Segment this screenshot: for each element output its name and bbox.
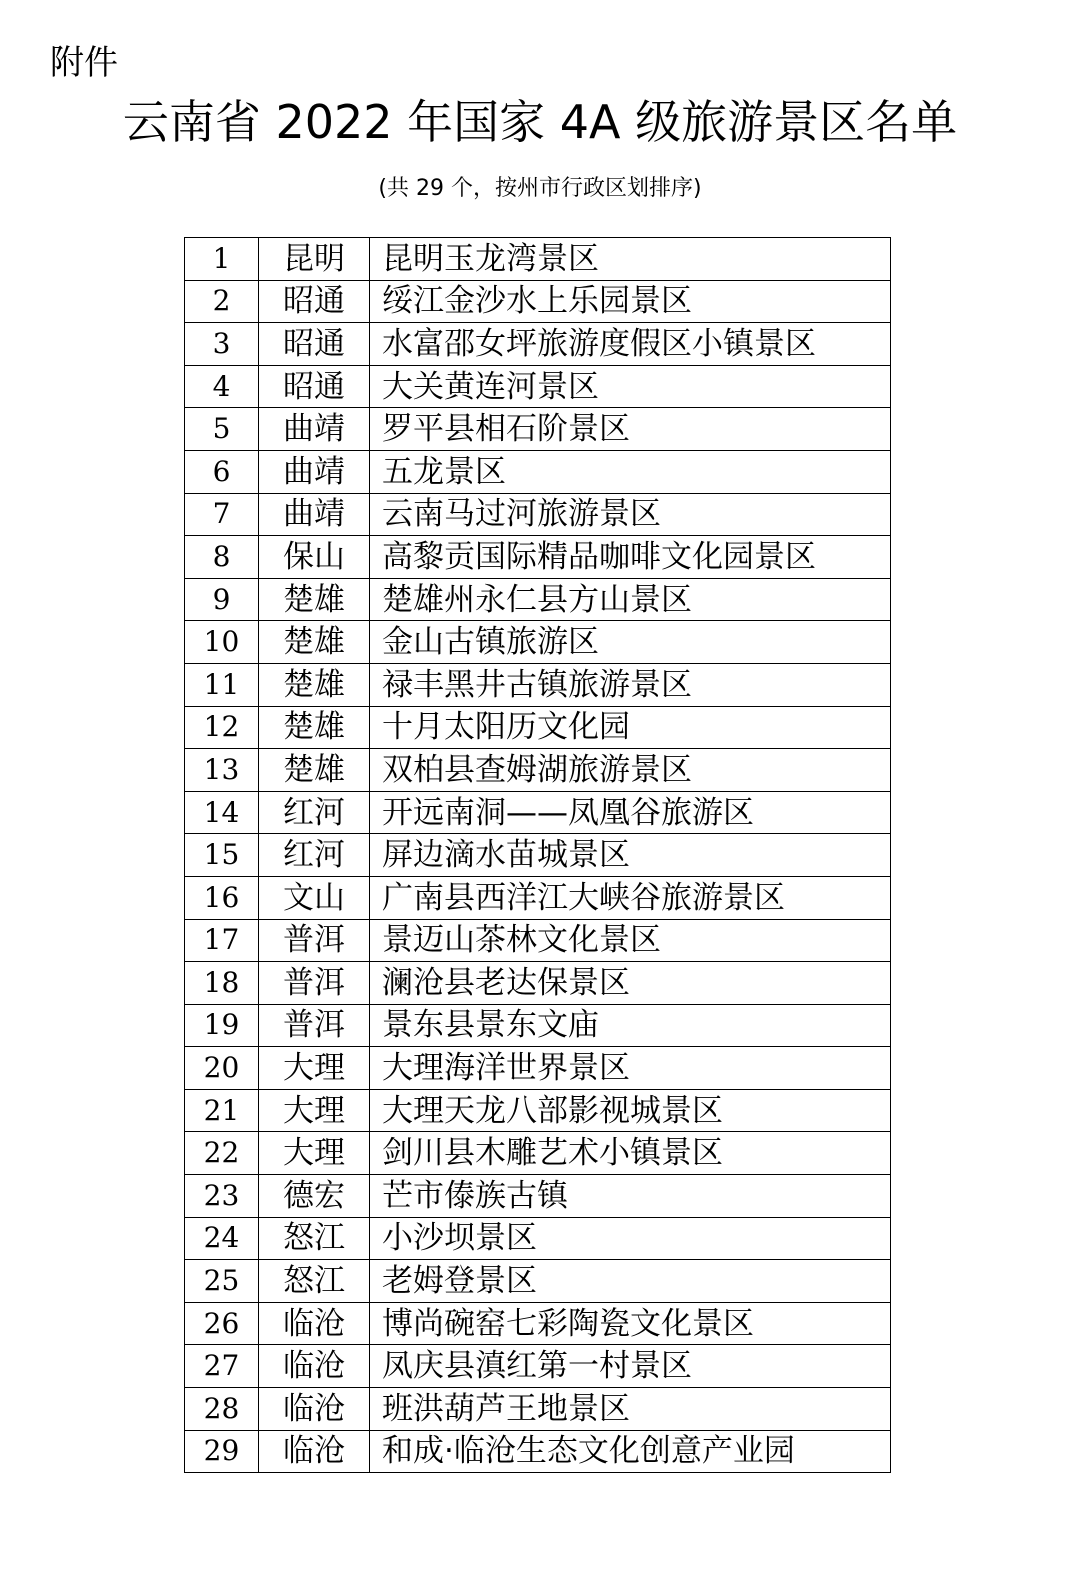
- row-city: 大理: [259, 1132, 370, 1175]
- row-number: 15: [185, 834, 259, 877]
- table-row: [185, 1345, 891, 1388]
- row-city: 楚雄: [259, 663, 370, 706]
- row-scenic-name: 高黎贡国际精品咖啡文化园景区: [370, 536, 891, 579]
- table-row: [185, 1089, 891, 1132]
- row-number: 11: [185, 663, 259, 706]
- table-row: [185, 238, 891, 281]
- row-scenic-name: 屏边滴水苗城景区: [370, 834, 891, 877]
- row-number: 6: [185, 450, 259, 493]
- table-row: [185, 1302, 891, 1345]
- table-row: [185, 1004, 891, 1047]
- table-row: [185, 408, 891, 451]
- row-number: 5: [185, 408, 259, 451]
- row-city: 怒江: [259, 1260, 370, 1303]
- table-row: [185, 962, 891, 1005]
- row-number: 23: [185, 1175, 259, 1218]
- row-scenic-name: 博尚碗窑七彩陶瓷文化景区: [370, 1302, 891, 1345]
- row-number: 26: [185, 1302, 259, 1345]
- row-city: 楚雄: [259, 706, 370, 749]
- row-number: 14: [185, 791, 259, 834]
- table-row: [185, 749, 891, 792]
- table-row: [185, 536, 891, 579]
- row-city: 曲靖: [259, 408, 370, 451]
- table-row: [185, 1175, 891, 1218]
- row-number: 12: [185, 706, 259, 749]
- table-row: [185, 621, 891, 664]
- row-number: 19: [185, 1004, 259, 1047]
- table-row: [185, 791, 891, 834]
- row-number: 21: [185, 1089, 259, 1132]
- table-row: [185, 365, 891, 408]
- scenic-area-table: [184, 237, 891, 1473]
- row-scenic-name: 绥江金沙水上乐园景区: [370, 280, 891, 323]
- row-scenic-name: 楚雄州永仁县方山景区: [370, 578, 891, 621]
- row-scenic-name: 大理海洋世界景区: [370, 1047, 891, 1090]
- row-scenic-name: 大关黄连河景区: [370, 365, 891, 408]
- row-scenic-name: 十月太阳历文化园: [370, 706, 891, 749]
- table-row: [185, 706, 891, 749]
- row-number: 17: [185, 919, 259, 962]
- row-city: 昭通: [259, 365, 370, 408]
- page-subtitle: (共 29 个，按州市行政区划排序): [378, 176, 702, 201]
- row-scenic-name: 水富邵女坪旅游度假区小镇景区: [370, 323, 891, 366]
- row-scenic-name: 景东县景东文庙: [370, 1004, 891, 1047]
- row-number: 20: [185, 1047, 259, 1090]
- row-scenic-name: 小沙坝景区: [370, 1217, 891, 1260]
- row-city: 昆明: [259, 238, 370, 281]
- row-scenic-name: 景迈山茶林文化景区: [370, 919, 891, 962]
- row-city: 临沧: [259, 1302, 370, 1345]
- table-row: [185, 493, 891, 536]
- table-row: [185, 876, 891, 919]
- row-city: 普洱: [259, 962, 370, 1005]
- row-number: 3: [185, 323, 259, 366]
- row-city: 德宏: [259, 1175, 370, 1218]
- row-city: 楚雄: [259, 621, 370, 664]
- table-row: [185, 834, 891, 877]
- row-city: 保山: [259, 536, 370, 579]
- row-number: 13: [185, 749, 259, 792]
- row-scenic-name: 开远南洞——凤凰谷旅游区: [370, 791, 891, 834]
- row-city: 临沧: [259, 1345, 370, 1388]
- row-number: 22: [185, 1132, 259, 1175]
- row-scenic-name: 芒市傣族古镇: [370, 1175, 891, 1218]
- row-city: 红河: [259, 834, 370, 877]
- row-number: 25: [185, 1260, 259, 1303]
- row-scenic-name: 和成·临沧生态文化创意产业园: [370, 1430, 891, 1473]
- table-row: [185, 663, 891, 706]
- table-row: [185, 280, 891, 323]
- table-row: [185, 1217, 891, 1260]
- row-number: 8: [185, 536, 259, 579]
- row-number: 28: [185, 1388, 259, 1431]
- row-scenic-name: 班洪葫芦王地景区: [370, 1388, 891, 1431]
- row-scenic-name: 禄丰黑井古镇旅游景区: [370, 663, 891, 706]
- row-number: 16: [185, 876, 259, 919]
- table-row: [185, 919, 891, 962]
- row-city: 大理: [259, 1047, 370, 1090]
- row-city: 昭通: [259, 280, 370, 323]
- row-number: 10: [185, 621, 259, 664]
- row-city: 普洱: [259, 1004, 370, 1047]
- row-scenic-name: 剑川县木雕艺术小镇景区: [370, 1132, 891, 1175]
- page-title: 云南省 2022 年国家 4A 级旅游景区名单: [122, 95, 958, 149]
- row-number: 18: [185, 962, 259, 1005]
- row-scenic-name: 罗平县相石阶景区: [370, 408, 891, 451]
- row-scenic-name: 金山古镇旅游区: [370, 621, 891, 664]
- table-row: [185, 1388, 891, 1431]
- row-number: 1: [185, 238, 259, 281]
- table-row: [185, 1260, 891, 1303]
- table-row: [185, 1430, 891, 1473]
- table-row: [185, 450, 891, 493]
- row-city: 曲靖: [259, 493, 370, 536]
- row-scenic-name: 澜沧县老达保景区: [370, 962, 891, 1005]
- row-city: 临沧: [259, 1388, 370, 1431]
- row-city: 昭通: [259, 323, 370, 366]
- table-body: [185, 238, 891, 1473]
- row-number: 9: [185, 578, 259, 621]
- row-city: 临沧: [259, 1430, 370, 1473]
- row-city: 怒江: [259, 1217, 370, 1260]
- table-row: [185, 1132, 891, 1175]
- attachment-label: 附件: [50, 43, 118, 83]
- row-number: 24: [185, 1217, 259, 1260]
- row-number: 29: [185, 1430, 259, 1473]
- row-city: 大理: [259, 1089, 370, 1132]
- table-row: [185, 323, 891, 366]
- row-city: 红河: [259, 791, 370, 834]
- table-row: [185, 1047, 891, 1090]
- row-number: 7: [185, 493, 259, 536]
- row-city: 普洱: [259, 919, 370, 962]
- row-scenic-name: 昆明玉龙湾景区: [370, 238, 891, 281]
- row-scenic-name: 凤庆县滇红第一村景区: [370, 1345, 891, 1388]
- row-scenic-name: 老姆登景区: [370, 1260, 891, 1303]
- row-scenic-name: 云南马过河旅游景区: [370, 493, 891, 536]
- row-scenic-name: 五龙景区: [370, 450, 891, 493]
- row-scenic-name: 双柏县查姆湖旅游景区: [370, 749, 891, 792]
- table-row: [185, 578, 891, 621]
- row-city: 文山: [259, 876, 370, 919]
- row-city: 曲靖: [259, 450, 370, 493]
- row-number: 4: [185, 365, 259, 408]
- row-number: 2: [185, 280, 259, 323]
- row-number: 27: [185, 1345, 259, 1388]
- row-city: 楚雄: [259, 749, 370, 792]
- row-scenic-name: 广南县西洋江大峡谷旅游景区: [370, 876, 891, 919]
- row-scenic-name: 大理天龙八部影视城景区: [370, 1089, 891, 1132]
- row-city: 楚雄: [259, 578, 370, 621]
